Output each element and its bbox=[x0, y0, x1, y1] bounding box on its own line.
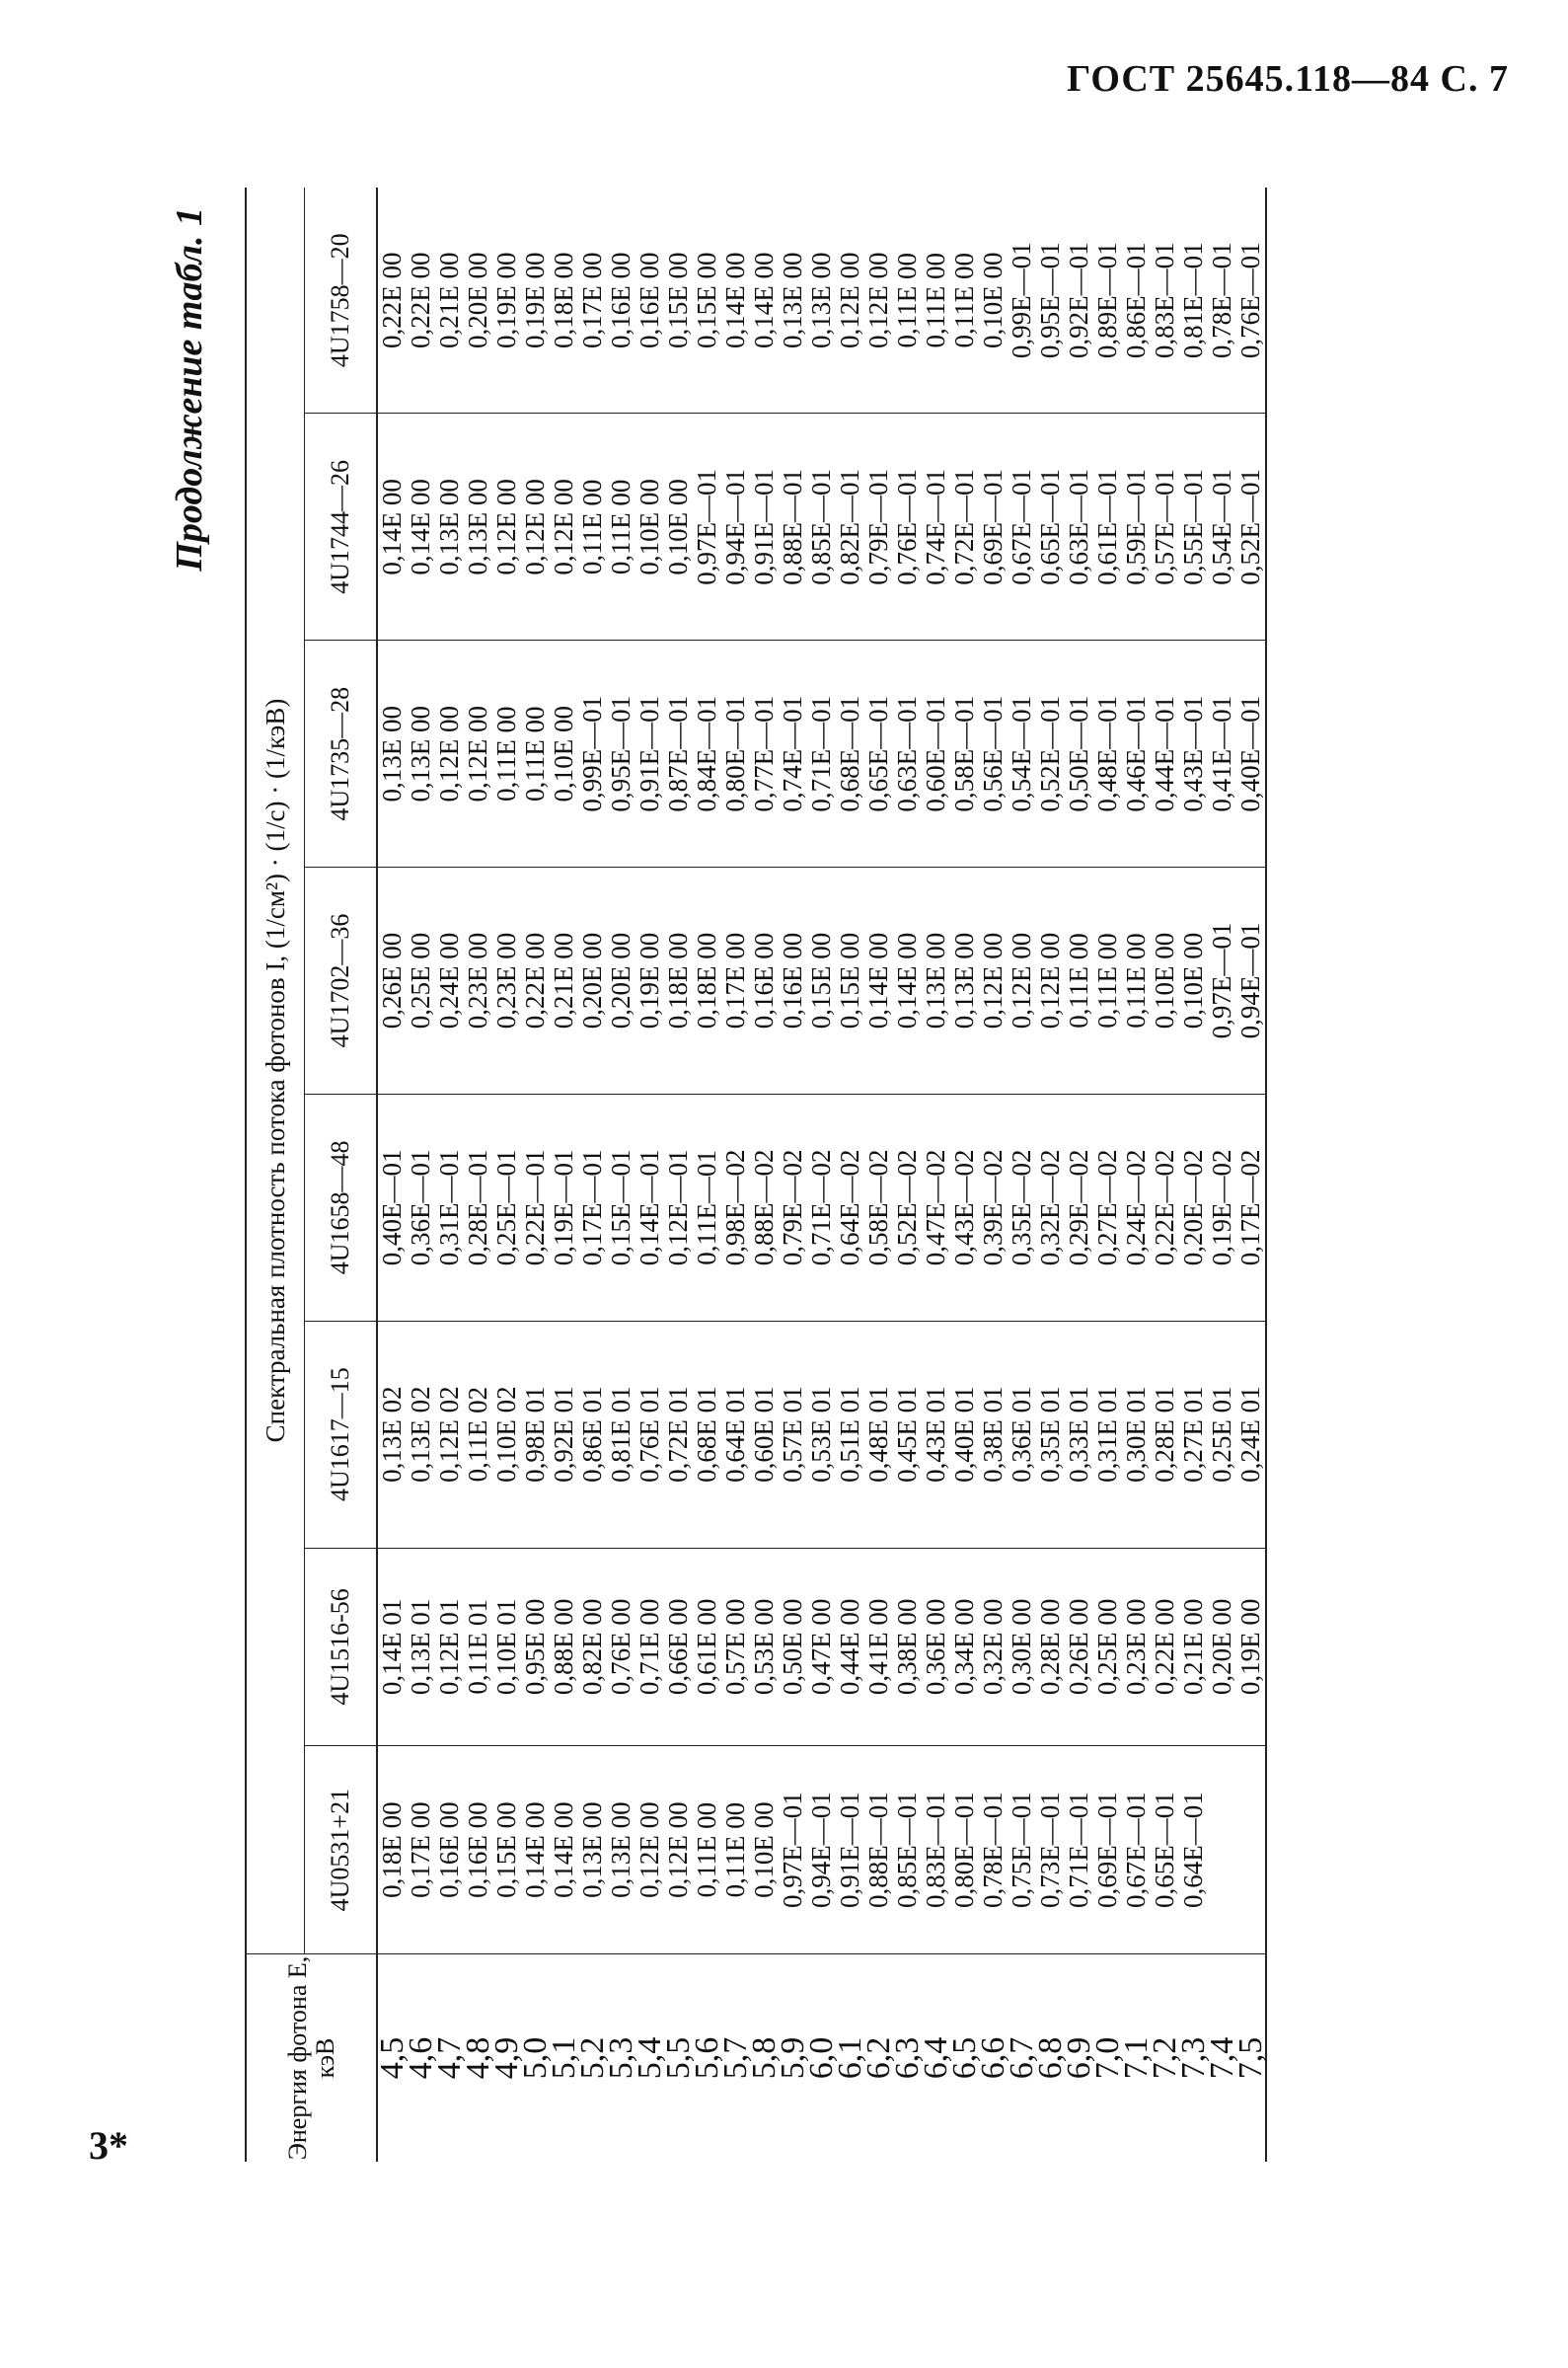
flux-group-header: Спектральная плотность потока фотонов I, (1/см²) · (1/с) · (1/кэВ) bbox=[246, 188, 305, 1954]
column-header: 4U1516-56 bbox=[305, 1548, 378, 1746]
column-header: 4U1658—48 bbox=[305, 1094, 378, 1321]
page-mark: 3* bbox=[89, 2123, 128, 2168]
column-header: 4U1758—20 bbox=[305, 188, 378, 414]
flux-values-cell: 0,40E—01 0,36E—01 0,31E—01 0,28E—01 0,25E—01 0,22E—01 0,19E—01 0,17E—01 0,15E—01 0,14E—01 0,12E—01 0,11E—01 0,98E—02 0,88E—02 0,79E—02 0,71E—02 0,64E—02 0,58E—02 0,52E—02 0,47E—02 0,43E—02 0,39E—02 0,35E—02 0,32E—02 0,29E—02 0,27E—02 0,24E—02 0,22E—02 0,20E—02 0,19E—02 0,17E—02 bbox=[377, 1094, 1266, 1321]
table-caption: Продолжение табл. 1 bbox=[169, 207, 210, 572]
column-header: 4U1617—15 bbox=[305, 1321, 378, 1548]
column-header: 4U1735—28 bbox=[305, 641, 378, 868]
flux-values-cell: 0,14E 00 0,14E 00 0,13E 00 0,13E 00 0,12E 00 0,12E 00 0,12E 00 0,11E 00 0,11E 00 0,10E 00 0,10E 00 0,97E—01 0,94E—01 0,91E—01 0,88E—01 0,85E—01 0,82E—01 0,79E—01 0,76E—01 0,74E—01 0,72E—01 0,69E—01 0,67E—01 0,65E—01 0,63E—01 0,61E—01 0,59E—01 0,57E—01 0,55E—01 0,54E—01 0,52E—01 bbox=[377, 414, 1266, 641]
column-header: 4U0531+21 bbox=[305, 1746, 378, 1954]
flux-values-cell: 0,26E 00 0,25E 00 0,24E 00 0,23E 00 0,23E 00 0,22E 00 0,21E 00 0,20E 00 0,20E 00 0,19E 00 0,18E 00 0,18E 00 0,17E 00 0,16E 00 0,16E 00 0,15E 00 0,15E 00 0,14E 00 0,14E 00 0,13E 00 0,13E 00 0,12E 00 0,12E 00 0,12E 00 0,11E 00 0,11E 00 0,11E 00 0,10E 00 0,10E 00 0,97E—01 0,94E—01 bbox=[377, 868, 1266, 1095]
flux-values-cell: 0,22E 00 0,22E 00 0,21E 00 0,20E 00 0,19E 00 0,19E 00 0,18E 00 0,17E 00 0,16E 00 0,16E 00 0,15E 00 0,15E 00 0,14E 00 0,14E 00 0,13E 00 0,13E 00 0,12E 00 0,12E 00 0,11E 00 0,11E 00 0,11E 00 0,10E 00 0,99E—01 0,95E—01 0,92E—01 0,89E—01 0,86E—01 0,83E—01 0,81E—01 0,78E—01 0,76E—01 bbox=[377, 188, 1266, 414]
flux-values-cell: 0,13E 02 0,13E 02 0,12E 02 0,11E 02 0,10E 02 0,98E 01 0,92E 01 0,86E 01 0,81E 01 0,76E 01 0,72E 01 0,68E 01 0,64E 01 0,60E 01 0,57E 01 0,53E 01 0,51E 01 0,48E 01 0,45E 01 0,43E 01 0,40E 01 0,38E 01 0,36E 01 0,35E 01 0,33E 01 0,31E 01 0,30E 01 0,28E 01 0,27E 01 0,25E 01 0,24E 01 bbox=[377, 1321, 1266, 1548]
flux-values-cell: 0,14E 01 0,13E 01 0,12E 01 0,11E 01 0,10E 01 0,95E 00 0,88E 00 0,82E 00 0,76E 00 0,71E 00 0,66E 00 0,61E 00 0,57E 00 0,53E 00 0,50E 00 0,47E 00 0,44E 00 0,41E 00 0,38E 00 0,36E 00 0,34E 00 0,32E 00 0,30E 00 0,28E 00 0,26E 00 0,25E 00 0,23E 00 0,22E 00 0,21E 00 0,20E 00 0,19E 00 bbox=[377, 1548, 1266, 1746]
rotated-table-container bbox=[168, 188, 1520, 2162]
spectral-flux-table bbox=[245, 188, 1267, 2162]
document-header: ГОСТ 25645.118—84 С. 7 bbox=[1067, 58, 1509, 100]
energy-column-header: Энергия фотона E, кэВ bbox=[246, 1954, 377, 2163]
energy-values-cell: 4,5 4,6 4,7 4,8 4,9 5,0 5,1 5,2 5,3 5,4 5,5 5,6 5,7 5,8 5,9 6,0 6,1 6,2 6,3 6,4 6,5 6,6 6,7 6,8 6,9 7,0 7,1 7,2 7,3 7,4 7,5 bbox=[377, 1954, 1266, 2163]
column-header: 4U1702—36 bbox=[305, 868, 378, 1095]
column-header: 4U1744—26 bbox=[305, 414, 378, 641]
flux-values-cell: 0,13E 00 0,13E 00 0,12E 00 0,12E 00 0,11E 00 0,11E 00 0,10E 00 0,99E—01 0,95E—01 0,91E—01 0,87E—01 0,84E—01 0,80E—01 0,77E—01 0,74E—01 0,71E—01 0,68E—01 0,65E—01 0,63E—01 0,60E—01 0,58E—01 0,56E—01 0,54E—01 0,52E—01 0,50E—01 0,48E—01 0,46E—01 0,44E—01 0,43E—01 0,41E—01 0,40E—01 bbox=[377, 641, 1266, 868]
flux-values-cell: 0,18E 00 0,17E 00 0,16E 00 0,16E 00 0,15E 00 0,14E 00 0,14E 00 0,13E 00 0,13E 00 0,12E 00 0,12E 00 0,11E 00 0,11E 00 0,10E 00 0,97E—01 0,94E—01 0,91E—01 0,88E—01 0,85E—01 0,83E—01 0,80E—01 0,78E—01 0,75E—01 0,73E—01 0,71E—01 0,69E—01 0,67E—01 0,65E—01 0,64E—01 bbox=[377, 1746, 1266, 1954]
table-body-row bbox=[377, 188, 1266, 2162]
